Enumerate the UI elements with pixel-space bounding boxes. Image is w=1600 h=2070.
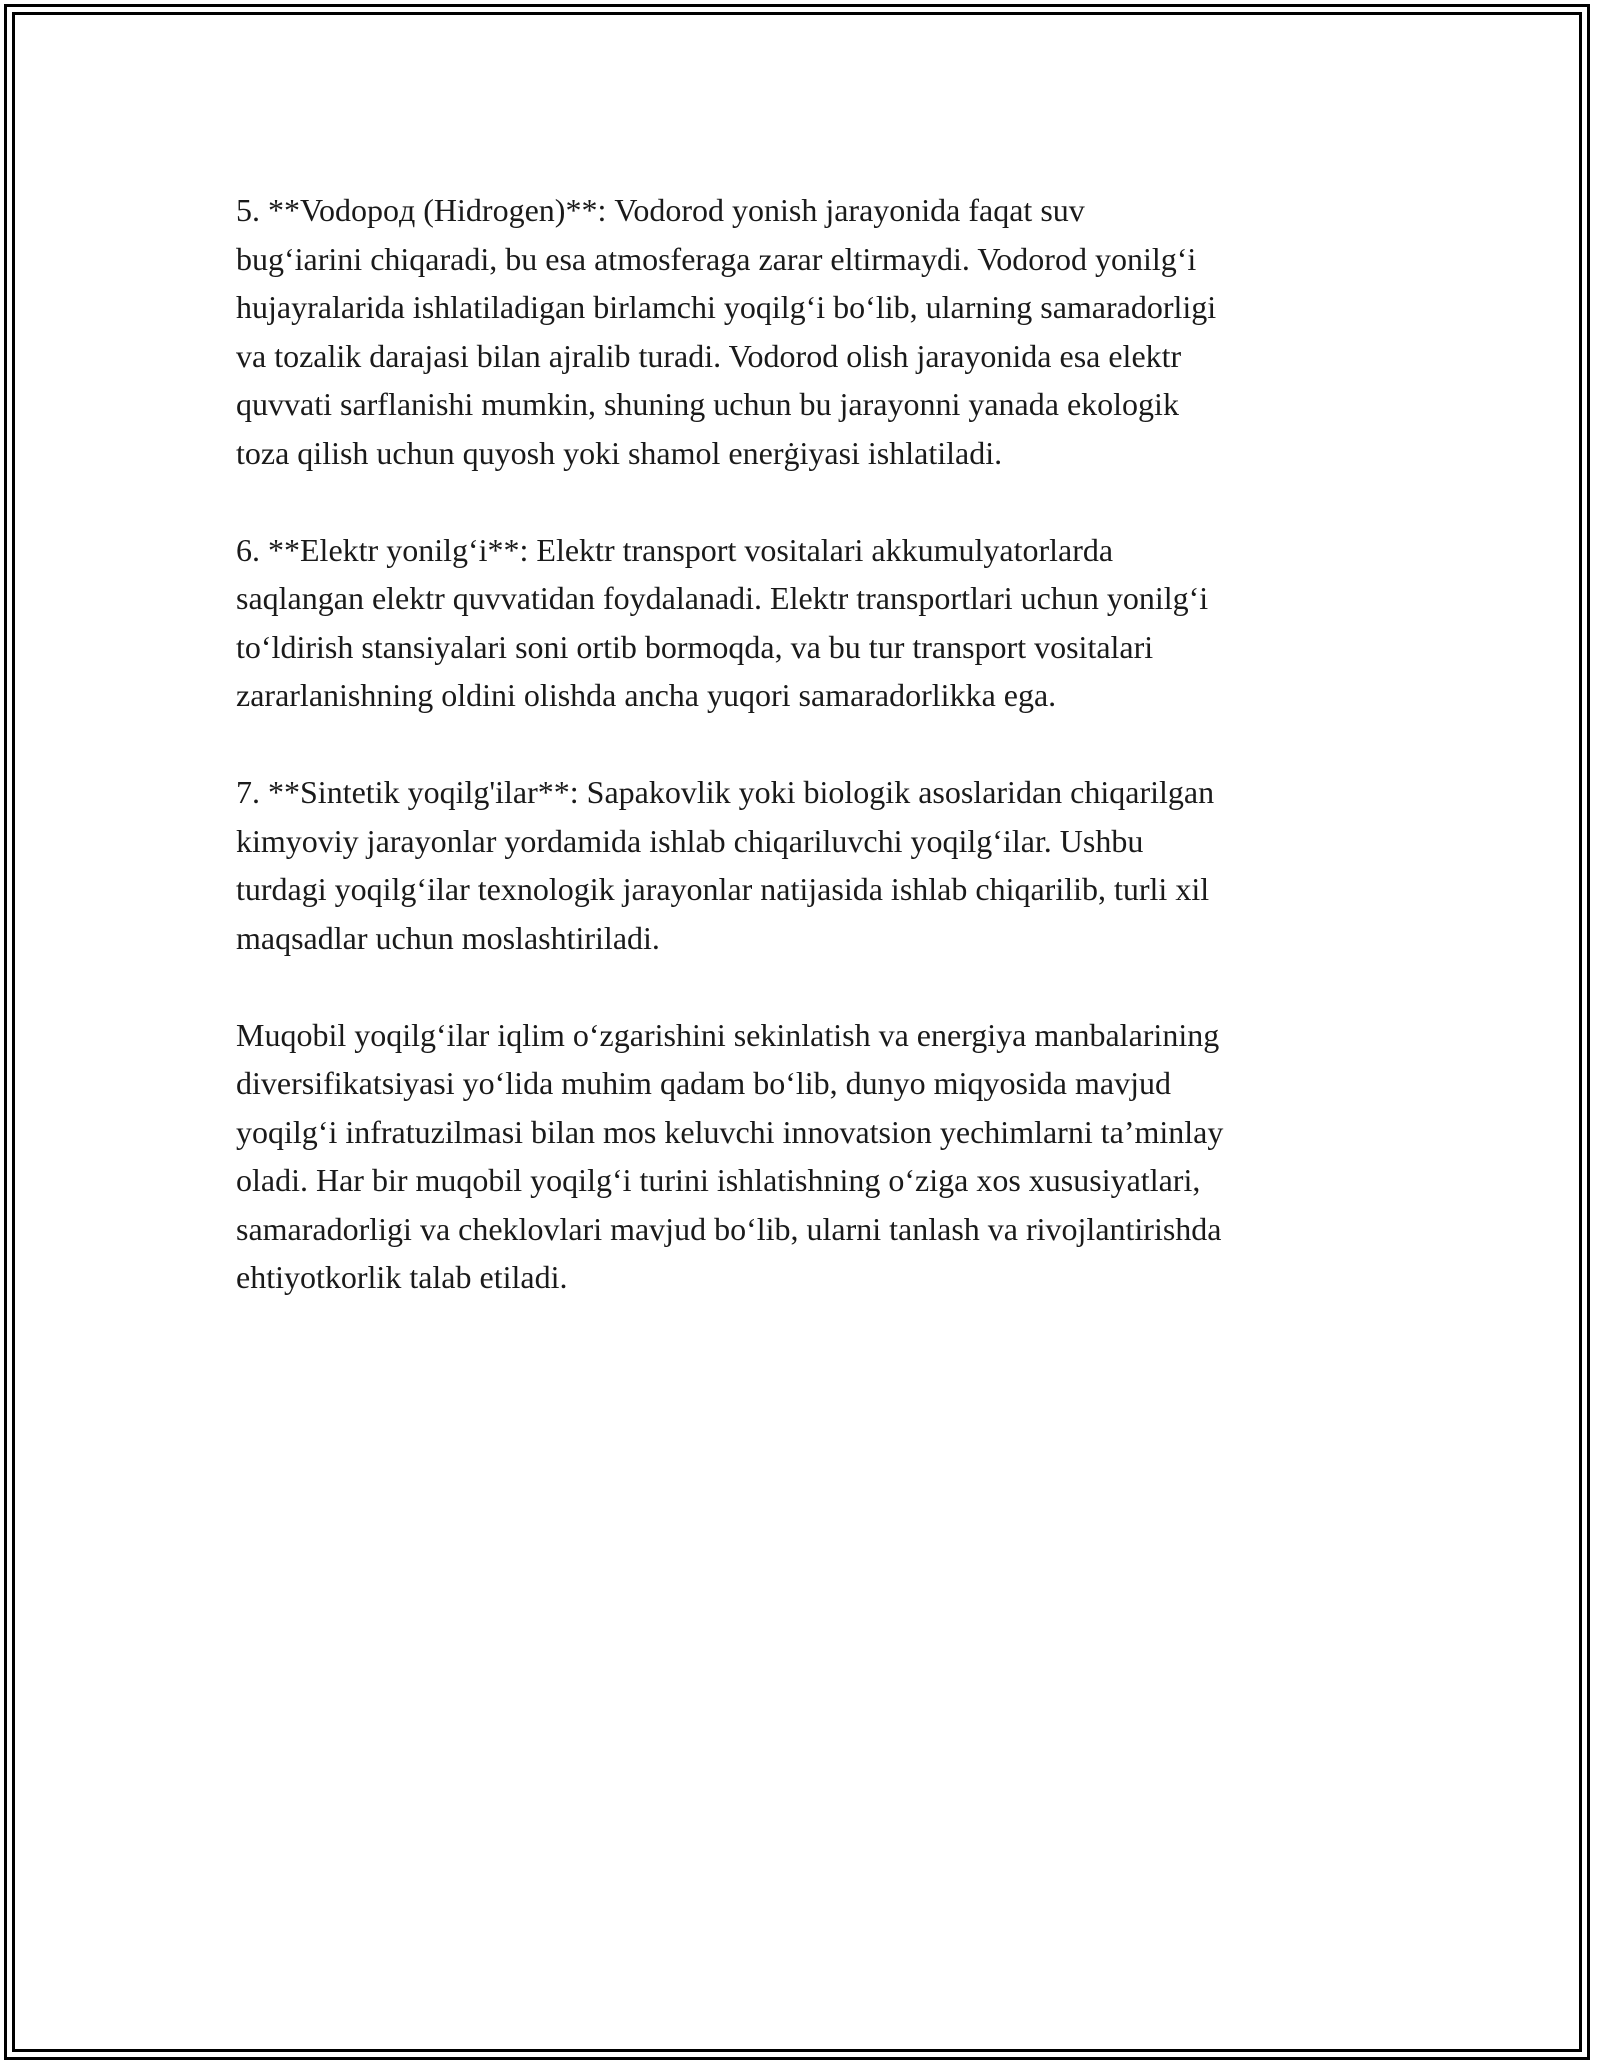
paragraph-conclusion: Muqobil yoqilg‘ilar iqlim o‘zgarishini sekinlatish va energiya manbalarining diversifikatsiyasi yo‘lida muhim qadam bo‘lib, dunyo miqyosida mavjud yoqilg‘i infratuzilmasi bilan mos keluvchi innovatsion yechimlarni ta’minlay oladi. Har bir muqobil yoqilg‘i turini ishlatishning o‘ziga xos xususiyatlari, samaradorligi va cheklovlari mavjud bo‘lib, ularni tanlash va rivojlantirishda ehtiyotkorlik talab etiladi. (236, 1016, 1224, 1295)
document-body (236, 186, 1386, 1350)
paragraph-hydrogen: 5. **Vodopoд (Hidrogen)**: Vodorod yonish jarayonida faqat suv bug‘iarini chiqaradi, bu esa atmosferaga zarar eltirmaydi. Vodorod yonilg‘i hujayralarida ishlatiladigan birlamchi yoqilg‘i bo‘lib, ularning samaradorligi va tozalik darajasi bilan ajralib turadi. Vodorod olish jarayonida esa elektr quvvati sarflanishi mumkin, shuning uchun bu jarayonni yanada ekologik toza qilish uchun quyosh yoki shamol enerġiyasi ishlatiladi. (236, 192, 1217, 471)
paragraph-electric-fuel: 6. **Elektr yonilg‘i**: Elektr transport vositalari akkumulyatorlarda saqlangan elektr quvvatidan foydalanadi. Elektr transportlari uchun yonilg‘i to‘ldirish stansiyalari soni ortib bormoqda, va bu tur transport vositalari zararlanishning oldini olishda ancha yuqori samaradorlikka ega. (236, 531, 1209, 713)
paragraph-synthetic-fuels: 7. **Sintetik yoqilg'ilar**: Sapakovlik yoki biologik asoslaridan chiqarilgan kimyoviy jarayonlar yordamida ishlab chiqariluvchi yoqilg‘ilar. Ushbu turdagi yoqilg‘ilar texnologik jarayonlar natijasida ishlab chiqarilib, turli xil maqsadlar uchun moslashtiriladi. (236, 774, 1215, 956)
